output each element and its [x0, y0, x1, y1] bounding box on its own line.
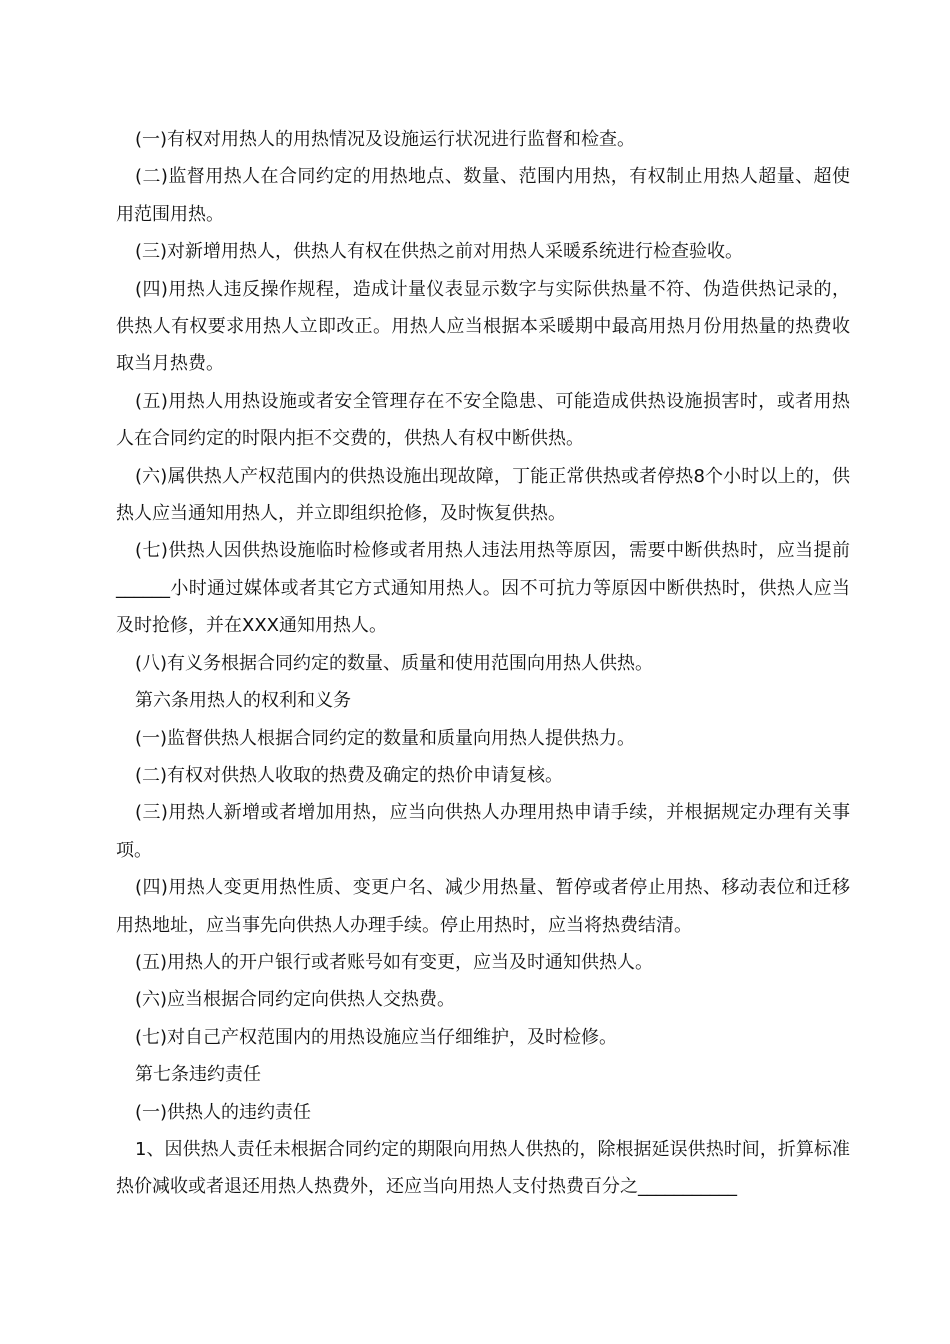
subsection-heading: (一)供热人的违约责任 — [135, 1101, 312, 1123]
document-body — [116, 121, 850, 1206]
paragraph-16: 1、因供热人责任未根据合同约定的期限向用热人供热的，除根据延误供热时间，折算标准热价减收或者退还用热人热费外，还应当向用热人支付热费百分之___________ — [116, 1138, 850, 1198]
paragraph-13: (五)用热人的开户银行或者账号如有变更，应当及时通知供热人。 — [135, 951, 654, 973]
paragraph-1: (一)有权对用热人的用热情况及设施运行状况进行监督和检查。 — [135, 129, 636, 150]
paragraph-11: (三)用热人新增或者增加用热，应当向供热人办理用热申请手续，并根据规定办理有关事项。 — [116, 802, 850, 861]
paragraph-7: (七)供热人因供热设施临时检修或者用热人违法用热等原因，需要中断供热时，应当提前______小时通过媒体或者其它方式通知用热人。因不可抗力等原因中断供热时，供热人应当及时抢修，并在XXX通知用热人。 — [116, 540, 850, 637]
section-heading-article-6: 第六条用热人的权利和义务 — [135, 690, 351, 712]
paragraph-4: (四)用热人违反操作规程，造成计量仪表显示数字与实际供热量不符、伪造供热记录的，供热人有权要求用热人立即改正。用热人应当根据本采暖期中最高用热月份用热量的热费收取当月热费。 — [116, 278, 850, 375]
paragraph-5: (五)用热人用热设施或者安全管理存在不安全隐患、可能造成供热设施损害时，或者用热人在合同约定的时限内拒不交费的，供热人有权中断供热。 — [116, 390, 850, 450]
paragraph-10: (二)有权对供热人收取的热费及确定的热价申请复核。 — [135, 764, 564, 786]
paragraph-9: (一)监督供热人根据合同约定的数量和质量向用热人提供热力。 — [135, 727, 636, 749]
section-heading-article-7: 第七条违约责任 — [135, 1064, 261, 1086]
paragraph-3: (三)对新增用热人，供热人有权在供热之前对用热人采暖系统进行检查验收。 — [135, 241, 744, 263]
paragraph-12: (四)用热人变更用热性质、变更户名、减少用热量、暂停或者停止用热、移动表位和迁移用热地址，应当事先向供热人办理手续。停止用热时，应当将热费结清。 — [116, 877, 850, 936]
paragraph-8: (八)有义务根据合同约定的数量、质量和使用范围向用热人供热。 — [135, 652, 654, 674]
paragraph-2: (二)监督用热人在合同约定的用热地点、数量、范围内用热，有权制止用热人超量、超使用范围用热。 — [116, 166, 850, 225]
paragraph-14: (六)应当根据合同约定向供热人交热费。 — [135, 989, 456, 1011]
paragraph-15: (七)对自己产权范围内的用热设施应当仔细维护，及时检修。 — [135, 1026, 618, 1048]
paragraph-6: (六)属供热人产权范围内的供热设施出现故障，丁能正常供热或者停热8个小时以上的，供热人应当通知用热人，并立即组织抢修，及时恢复供热。 — [116, 465, 850, 525]
